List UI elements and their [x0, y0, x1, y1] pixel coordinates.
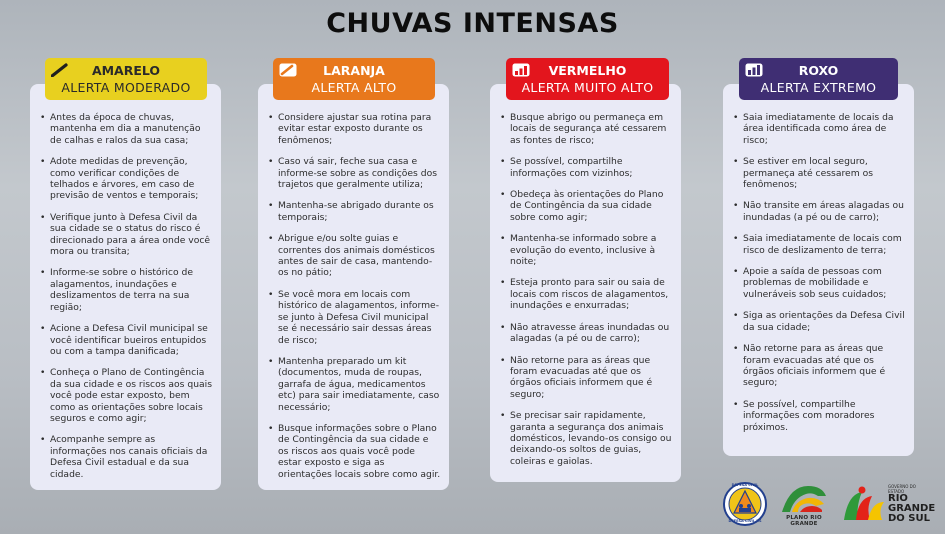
list-item: • Informe-se sobre o histórico de alagamentos, inundações e deslizamentos de terra na sua região; [40, 267, 213, 313]
alert-header-roxo [739, 58, 898, 100]
list-item: • Busque informações sobre o Plano de Contingência da sua cidade e os riscos aos quais você pode estar exposto e siga as orientações locais sobre como agir. [268, 423, 441, 480]
guidance-list [500, 112, 673, 467]
governo-big-text-2: GRANDE [888, 503, 936, 514]
list-item: • Adote medidas de prevenção, como verificar condições de telhados e árvores, em caso de previsão de ventos e temporais; [40, 156, 213, 202]
alert-level: LARANJA [323, 63, 385, 78]
list-item: • Apoie a saída de pessoas com problemas de mobilidade e vulneráveis sob seus cuidados; [733, 266, 906, 300]
alert-level: AMARELO [91, 63, 161, 78]
list-item: • Verifique junto à Defesa Civil da sua cidade se o status do risco é direcionado para a área onde você mora ou transita; [40, 212, 213, 258]
alert-severity: ALERTA MUITO ALTO [521, 80, 654, 95]
governo-rs-emblem-icon [842, 486, 886, 522]
list-item: • Mantenha-se abrigado durante os temporais; [268, 200, 441, 223]
list-item: • Não retorne para as áreas que foram evacuadas até que os órgãos oficiais informem que é seguro; [733, 343, 906, 389]
plano-rio-grande-text: PLANO RIO GRANDE [786, 515, 822, 527]
list-item: • Mantenha preparado um kit (documentos, muda de roupas, garrafa de água, medicamentos etc) para sair imediatamente, caso necessário; [268, 356, 441, 413]
list-item: • Se possível, compartilhe informações com vizinhos; [500, 156, 673, 179]
defesa-civil-logo-text-top: DEFESA CIVIL [731, 483, 759, 487]
governo-rs-logo [842, 482, 942, 530]
list-item: • Saia imediatamente de locais da área identificada como área de risco; [733, 112, 906, 146]
list-item: • Se precisar sair rapidamente, garanta a segurança dos animais domésticos, levando-os consigo ou deixando-os soltos de guias, coleiras e gaiolas. [500, 410, 673, 467]
list-item: • Busque abrigo ou permaneça em locais de segurança até cessarem as fontes de risco; [500, 112, 673, 146]
governo-big-text-1: RIO [888, 493, 908, 504]
alert-header-laranja [273, 58, 435, 100]
alert-level: ROXO [798, 63, 839, 78]
alert-header-vermelho [506, 58, 669, 100]
list-item: • Conheça o Plano de Contingência da sua cidade e os riscos aos quais você pode estar exposto, bem como as orientações sobre locais seguros e como agir; [40, 367, 213, 424]
list-item: • Antes da época de chuvas, mantenha em dia a manutenção de calhas e ralos da sua casa; [40, 112, 213, 146]
list-item: • Considere ajustar sua rotina para evitar estar exposto durante os fenômenos; [268, 112, 441, 146]
list-item: • Mantenha-se informado sobre a evolução do evento, inclusive à noite; [500, 233, 673, 267]
list-item: • Abrigue e/ou solte guias e correntes dos animais domésticos antes de sair de casa, mantendo-os no pátio; [268, 233, 441, 279]
defesa-civil-logo-text-bottom: DEFESA CIVIL RS [728, 519, 762, 523]
governo-small-text: GOVERNO DO ESTADO [888, 484, 916, 494]
alert-severity: ALERTA ALTO [311, 80, 397, 95]
list-item: • Siga as orientações da Defesa Civil da sua cidade; [733, 310, 906, 333]
list-item: • Obedeça às orientações do Plano de Contingência da sua cidade sobre como agir; [500, 189, 673, 223]
list-item: • Não transite em áreas alagadas ou inundadas (a pé ou de carro); [733, 200, 906, 223]
list-item: • Se possível, compartilhe informações com moradores próximos. [733, 399, 906, 433]
plano-rio-grande-logo [778, 482, 830, 526]
list-item: • Acione a Defesa Civil municipal se você identificar bueiros entupidos ou com a tampa danificada; [40, 323, 213, 357]
alert-severity: ALERTA MODERADO [61, 80, 191, 95]
page-title: CHUVAS INTENSAS [326, 8, 619, 39]
alert-card-laranja [258, 84, 449, 490]
guidance-list [733, 112, 906, 433]
list-item: • Acompanhe sempre as informações nos canais oficiais da Defesa Civil estadual e da sua cidade. [40, 434, 213, 480]
plano-rio-grande-emblem-icon [778, 482, 830, 518]
alert-severity: ALERTA EXTREMO [760, 80, 877, 95]
governo-big-text-3: DO SUL [888, 513, 930, 524]
list-item: • Não retorne para as áreas que foram evacuadas até que os órgãos oficiais informem que é seguro; [500, 355, 673, 401]
list-item: • Se você mora em locais com histórico de alagamentos, informe-se junto à Defesa Civil municipal se é necessário sair dessas áreas de risco; [268, 289, 441, 346]
list-item: • Esteja pronto para sair ou saia de locais com riscos de alagamentos, inundações e enxurradas; [500, 277, 673, 311]
guidance-list [40, 112, 213, 480]
list-item: • Saia imediatamente de locais com risco de deslizamento de terra; [733, 233, 906, 256]
guidance-list [268, 112, 441, 480]
list-item: • Não atravesse áreas inundadas ou alagadas (a pé ou de carro); [500, 322, 673, 345]
alert-level: VERMELHO [548, 63, 627, 78]
defesa-civil-logo [723, 482, 767, 526]
alert-card-amarelo [30, 84, 221, 490]
alert-card-vermelho [490, 84, 681, 482]
alert-header-amarelo [45, 58, 207, 100]
list-item: • Caso vá sair, feche sua casa e informe-se sobre as condições dos trajetos que geralmente utiliza; [268, 156, 441, 190]
alert-card-roxo [723, 84, 914, 456]
list-item: • Se estiver em local seguro, permaneça até cessarem os fenômenos; [733, 156, 906, 190]
